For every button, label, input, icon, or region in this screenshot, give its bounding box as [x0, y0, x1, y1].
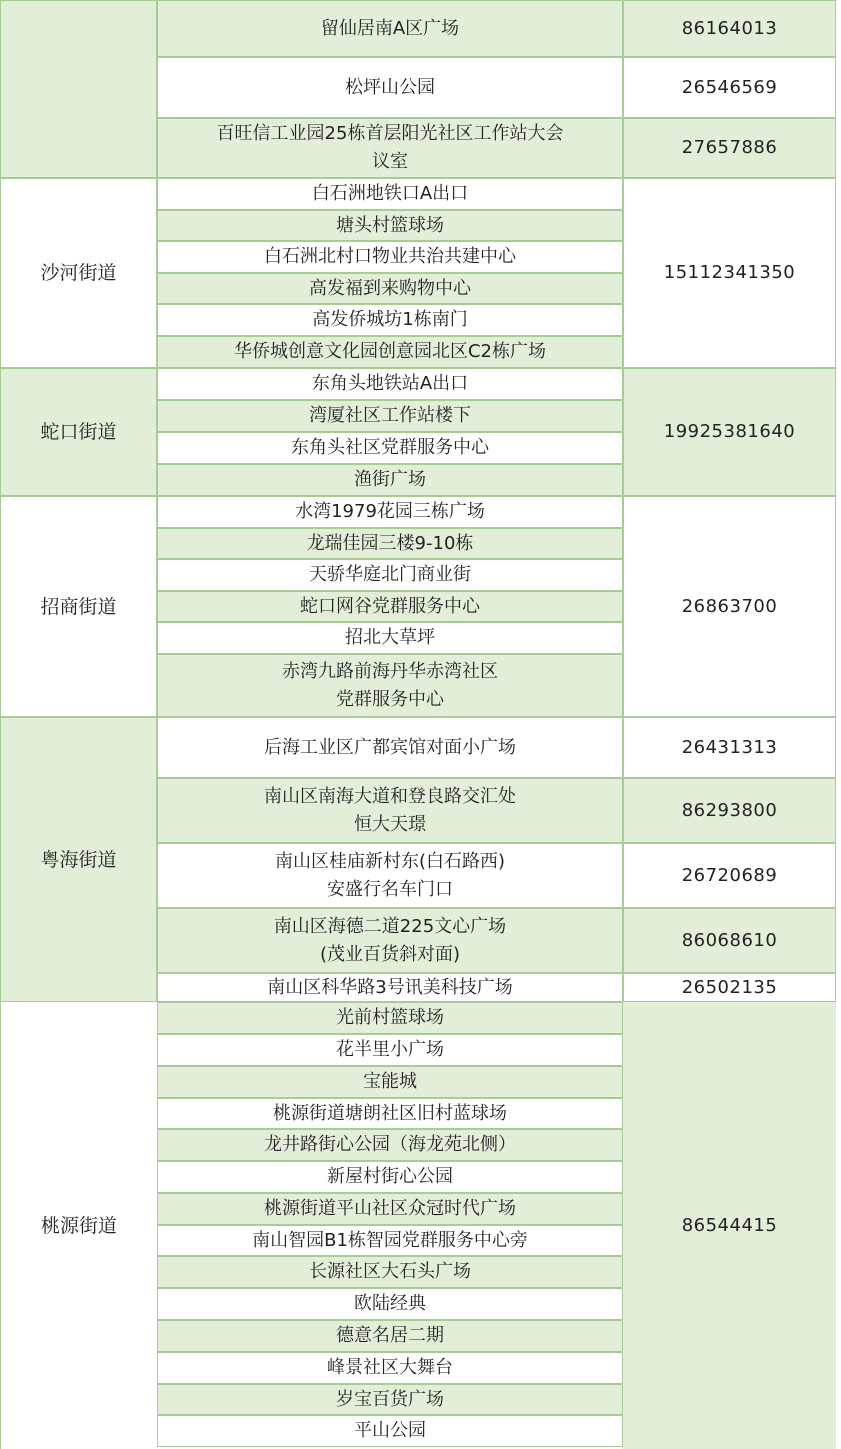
street-cell-shahe: [0, 178, 157, 368]
site-name: 高发福到来购物中心: [309, 277, 471, 299]
phone-number: 19925381640: [663, 421, 796, 442]
site-name: 白石洲地铁口A出口: [311, 183, 469, 204]
phone-cell-shahe: [623, 178, 836, 368]
phone-cell-taoyuan: [623, 1002, 836, 1449]
phone-cell: [623, 778, 836, 843]
site-cell: [157, 1034, 623, 1066]
site-name: 南山智园B1栋智园党群服务中心旁: [252, 1229, 528, 1251]
site-name: 蛇口网谷党群服务中心: [300, 595, 480, 617]
site-name: 光前村篮球场: [336, 1007, 444, 1028]
site-name: 桃源街道塘朗社区旧村蓝球场: [273, 1102, 507, 1124]
site-cell: [157, 717, 623, 778]
site-name: 渔街广场: [354, 469, 426, 490]
site-cell: [157, 1320, 623, 1352]
site-cell: [157, 591, 623, 622]
phone-cell: [623, 843, 836, 908]
site-name: 南山区海德二道225文心广场 (茂业百货斜对面): [273, 915, 507, 965]
street-name: 桃源街道: [40, 1214, 117, 1237]
site-cell: [157, 843, 623, 908]
site-cell: [157, 496, 623, 528]
site-cell: [157, 210, 623, 241]
phone-number: 86544415: [681, 1214, 778, 1236]
phone-number: 86164013: [681, 17, 778, 39]
street-name: 沙河街道: [40, 262, 117, 284]
phone-cell-zhaoshang: [623, 496, 836, 717]
phone-cell: [623, 118, 836, 178]
site-cell: [157, 273, 623, 304]
phone-number: 15112341350: [663, 262, 796, 283]
phone-number: 26720689: [681, 864, 778, 886]
site-cell: [157, 368, 623, 400]
phone-number: 26546569: [681, 76, 778, 98]
site-name: 华侨城创意文化园创意园北区C2栋广场: [233, 341, 547, 362]
site-cell: [157, 464, 623, 496]
phone-cell: [623, 973, 836, 1002]
site-name: 花半里小广场: [336, 1039, 444, 1060]
site-cell: [157, 908, 623, 973]
site-cell: [157, 1415, 623, 1447]
site-name: 赤湾九路前海丹华赤湾社区 党群服务中心: [282, 660, 498, 710]
site-cell: [157, 1352, 623, 1384]
phone-number: 26431313: [681, 736, 778, 758]
street-cell-continued: [0, 0, 157, 178]
site-name: 南山区南海大道和登良路交汇处 恒大天璟: [264, 785, 516, 835]
street-name: 招商街道: [40, 595, 117, 618]
site-name: 岁宝百货广场: [336, 1388, 444, 1410]
street-cell-yuehai: [0, 717, 157, 1002]
site-name: 松坪山公园: [345, 76, 435, 98]
site-cell: [157, 432, 623, 464]
site-cell: [157, 778, 623, 843]
site-name: 天骄华庭北门商业街: [309, 564, 471, 585]
street-cell-taoyuan: [0, 1002, 157, 1449]
site-name: 平山公园: [354, 1420, 426, 1441]
street-name: 蛇口街道: [40, 421, 117, 443]
phone-cell: [623, 0, 836, 57]
site-cell: [157, 1193, 623, 1225]
site-name: 宝能城: [363, 1071, 417, 1092]
site-name: 南山区桂庙新村东(白石路西) 安盛行名车门口: [274, 850, 506, 900]
site-name: 东角头地铁站A出口: [311, 373, 469, 394]
site-cell: [157, 1225, 623, 1256]
site-name: 湾厦社区工作站楼下: [309, 405, 471, 426]
phone-number: 26502135: [681, 976, 778, 998]
site-name: 招北大草坪: [345, 627, 435, 648]
site-cell: [157, 1161, 623, 1193]
site-name: 高发侨城坊1栋南门: [312, 309, 468, 330]
site-cell: [157, 304, 623, 336]
site-cell: [157, 400, 623, 432]
site-cell: [157, 1002, 623, 1034]
street-cell-shekou: [0, 368, 157, 496]
site-name: 水湾1979花园三栋广场: [295, 501, 485, 522]
site-cell: [157, 559, 623, 591]
phone-cell: [623, 908, 836, 973]
street-name: 粤海街道: [40, 848, 117, 871]
site-name: 龙瑞佳园三楼9-10栋: [306, 532, 474, 554]
site-name: 白石洲北村口物业共治共建中心: [264, 246, 516, 267]
site-name: 东角头社区党群服务中心: [291, 437, 489, 458]
site-cell: [157, 973, 623, 1002]
phone-number: 27657886: [681, 137, 778, 158]
site-name: 德意名居二期: [336, 1325, 444, 1346]
site-cell: [157, 1384, 623, 1415]
street-cell-zhaoshang: [0, 496, 157, 717]
site-cell: [157, 118, 623, 178]
phone-number: 86293800: [681, 799, 778, 821]
phone-cell-shekou: [623, 368, 836, 496]
site-name: 百旺信工业园25栋首层阳光社区工作站大会 议室: [216, 123, 564, 172]
site-cell: [157, 178, 623, 210]
site-cell: [157, 654, 623, 717]
site-cell: [157, 1288, 623, 1320]
phone-number: 86068610: [681, 929, 778, 951]
site-cell: [157, 1066, 623, 1098]
phone-number: 26863700: [681, 595, 778, 617]
site-name: 桃源街道平山社区众冠时代广场: [264, 1198, 516, 1219]
site-name: 留仙居南A区广场: [320, 17, 460, 39]
site-name: 长源社区大石头广场: [309, 1261, 471, 1282]
site-cell: [157, 622, 623, 654]
site-name: 龙井路街心公园（海龙苑北侧）: [264, 1134, 516, 1155]
site-cell: [157, 528, 623, 559]
site-cell: [157, 1098, 623, 1129]
phone-cell: [623, 57, 836, 118]
site-cell: [157, 0, 623, 57]
site-name: 欧陆经典: [354, 1293, 426, 1314]
site-name: 后海工业区广都宾馆对面小广场: [264, 736, 516, 758]
site-name: 南山区科华路3号讯美科技广场: [267, 976, 513, 998]
site-cell: [157, 1256, 623, 1288]
phone-cell: [623, 717, 836, 778]
site-cell: [157, 241, 623, 273]
site-cell: [157, 1129, 623, 1161]
site-cell: [157, 336, 623, 368]
site-name: 塘头村篮球场: [336, 214, 444, 236]
site-name: 新屋村街心公园: [327, 1166, 453, 1187]
site-cell: [157, 57, 623, 118]
site-name: 峰景社区大舞台: [327, 1357, 453, 1378]
